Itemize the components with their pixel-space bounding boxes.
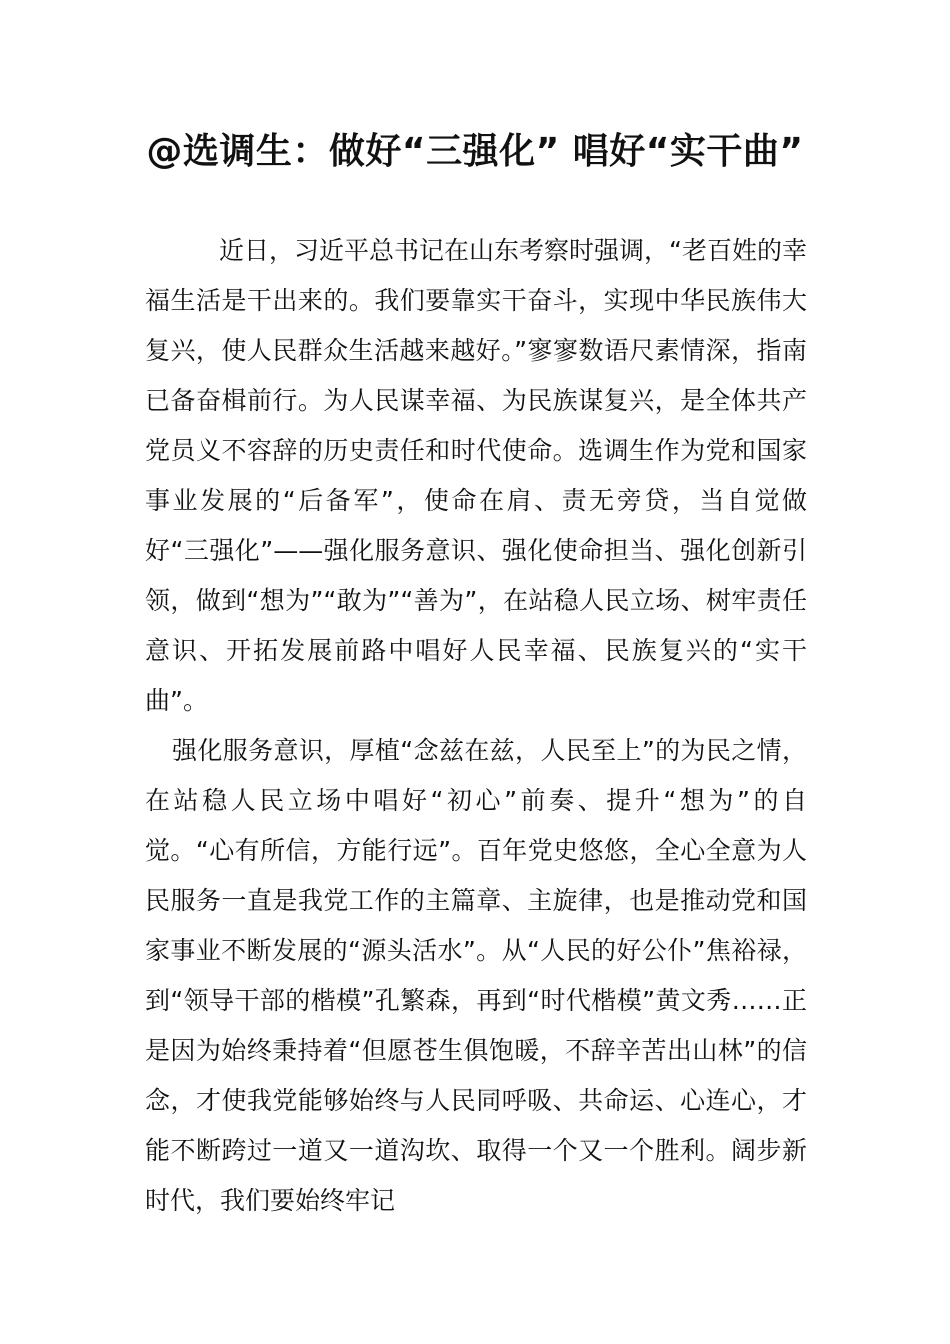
paragraph-intro: 近日，习近平总书记在山东考察时强调，“老百姓的幸福生活是干出来的。我们要靠实干奋斗，实现中华民族伟大复兴，使人民群众生活越来越好。”寥寥数语尺素情深，指南已备奋楫前行。为人民谋幸福、为民族谋复兴，是全体共产党员义不容辞的历史责任和时代使命。选调生作为党和国家事业发展的“后备军”，使命在肩、责无旁贷，当自觉做好“三强化”——强化服务意识、强化使命担当、强化创新引领，做到“想为”“敢为”“善为”，在站稳人民立场、树牢责任意识、开拓发展前路中唱好人民幸福、民族复兴的“实干曲”。 — [145, 236, 807, 715]
paragraph-service-awareness: 强化服务意识，厚植“念兹在兹，人民至上”的为民之情，在站稳人民立场中唱好“初心”前奏、提升“想为”的自觉。“心有所信，方能行远”。百年党史悠悠，全心全意为人民服务一直是我党工作的主篇章、主旋律，也是推动党和国家事业不断发展的“源头活水”。从“人民的好公仆”焦裕禄，到“领导干部的楷模”孔繁森，再到“时代楷模”黄文秀……正是因为始终秉持着“但愿苍生俱饱暖，不辞辛苦出山林”的信念，才使我党能够始终与人民同呼吸、共命运、心连心，才能不断跨过一道又一道沟坎、取得一个又一个胜利。阔步新时代，我们要始终牢记 — [145, 736, 807, 1215]
document-body — [145, 226, 807, 1226]
document-title: @选调生：做好“三强化” 唱好“实干曲” — [146, 131, 804, 172]
